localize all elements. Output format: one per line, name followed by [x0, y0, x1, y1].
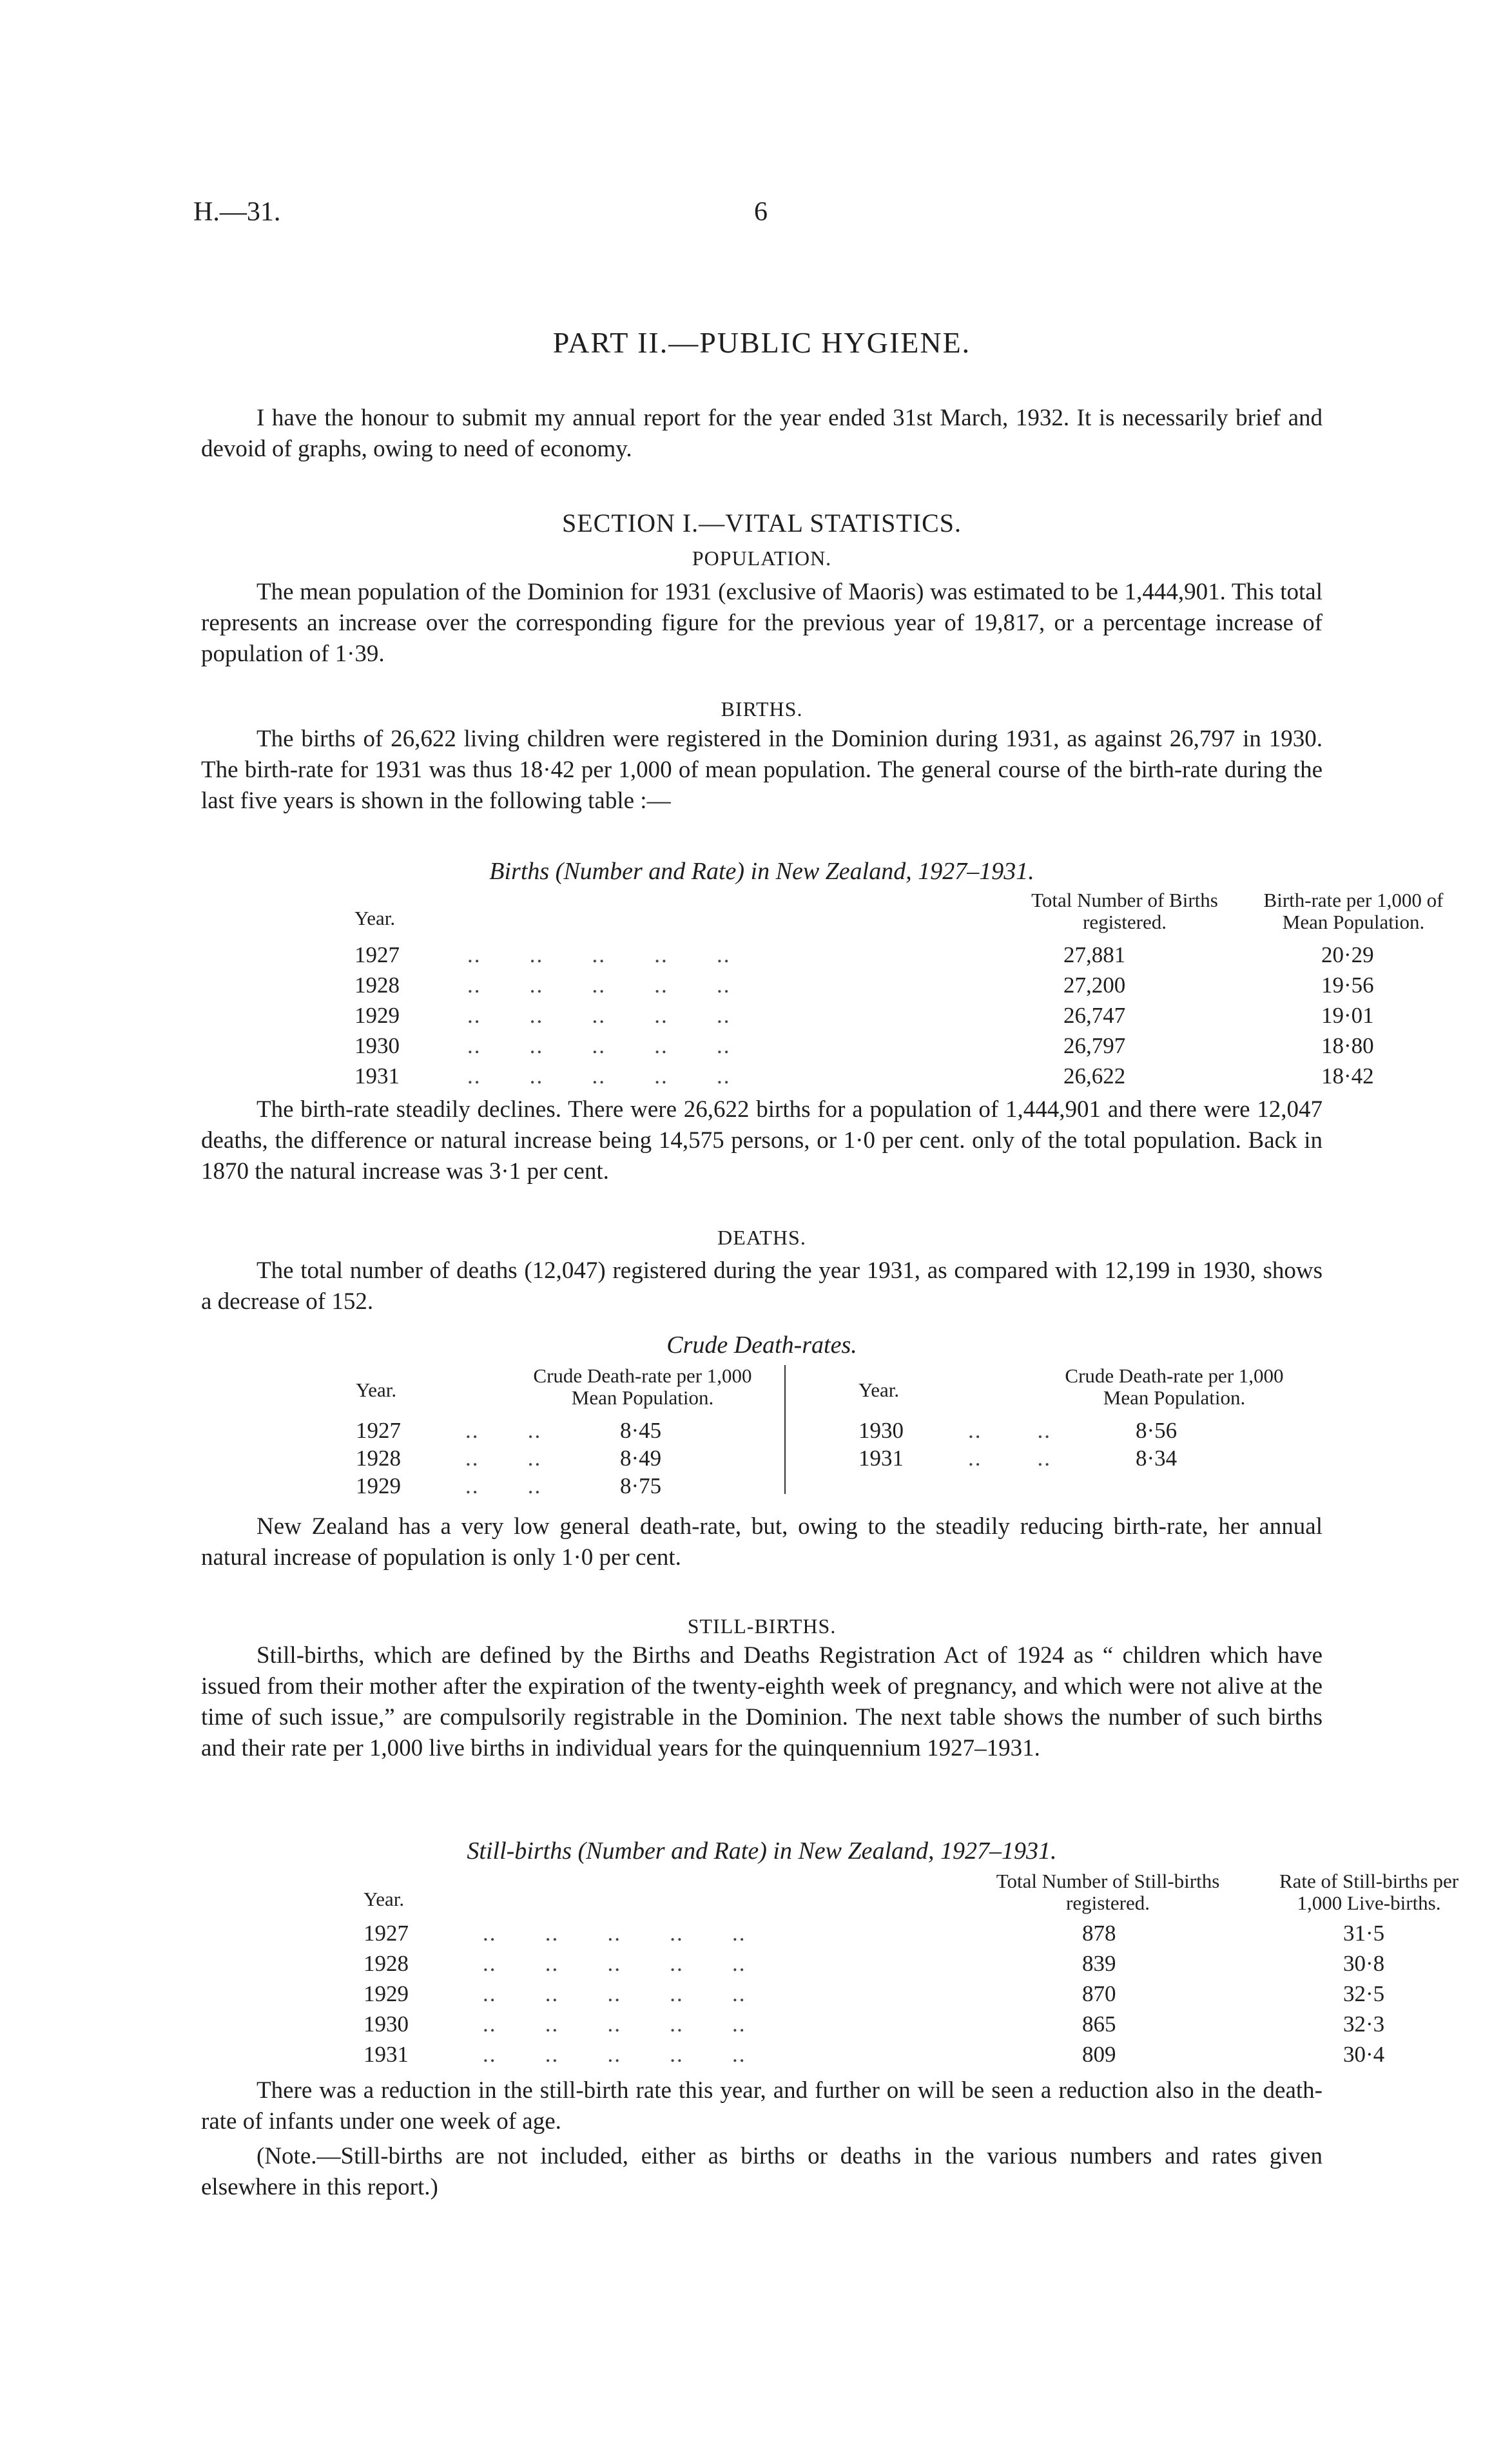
table-row	[363, 1951, 1385, 1982]
births-table-caption: Births (Number and Rate) in New Zealand, 1927–1931.	[489, 858, 1034, 885]
rate-cell: 8·75	[620, 1473, 662, 1498]
leader-dots: .. ..	[465, 1473, 542, 1498]
stillbirths-after-paragraph: There was a reduction in the still-birth rate this year, and further on will be seen a reduction also in the death-rate of infants under one week of age.	[201, 2077, 1323, 2135]
stillbirths-note: (Note.—Still-births are not included, either as births or deaths in the various numbers and rates given elsewhere in this report.)	[201, 2143, 1323, 2200]
total-cell: 865	[1082, 2011, 1116, 2037]
table-row	[354, 942, 1374, 973]
deaths-after-paragraph: New Zealand has a very low general death-rate, but, owing to the steadily reducing birth-rate, her annual natural increase of population is only 1·0 per cent.	[201, 1513, 1323, 1571]
leader-dots: .. ..	[968, 1418, 1051, 1443]
year-cell: 1928	[354, 973, 400, 998]
leader-dots: .. .. .. .. ..	[483, 1921, 746, 1946]
deaths-paragraph: The total number of deaths (12,047) registered during the year 1931, as compared with 12,199 in 1930, shows a decrease of 152.	[201, 1257, 1323, 1315]
deaths-table	[356, 1365, 1361, 1513]
table-row	[354, 1063, 1374, 1094]
intro-paragraph: I have the honour to submit my annual report for the year ended 31st March, 1932. It is necessarily brief and devoid of graphs, owing to need of economy.	[201, 405, 1323, 462]
births-after-paragraph: The birth-rate steadily declines. There were 26,622 births for a population of 1,444,901 and there were 12,047 deaths, the difference or natural increase being 14,575 persons, or 1·0 per cent. only of the total population. Back in 1870 the natural increase was 3·1 per cent.	[201, 1096, 1323, 1185]
table-row	[363, 2042, 1385, 2073]
leader-dots: .. .. .. .. ..	[467, 1033, 731, 1058]
table-row	[356, 1418, 781, 1449]
rate-cell: 18·80	[1321, 1033, 1374, 1058]
table-row	[363, 2011, 1385, 2042]
stillbirths-paragraph: Still-births, which are defined by the Births and Deaths Registration Act of 1924 as “ children which have issued from their mother after the expiration of the twenty-eighth week of pregnancy, and which were not alive at the time of such issue,” are compulsorily registrable in the Dominion. The next table shows the number of such births and their rate per 1,000 live births in individual years for the quinquennium 1927–1931.	[201, 1642, 1323, 1761]
year-cell: 1927	[363, 1921, 409, 1946]
leader-dots: .. .. .. .. ..	[483, 2011, 746, 2037]
year-cell: 1931	[354, 1063, 400, 1089]
table-row	[363, 1921, 1385, 1952]
year-cell: 1927	[354, 942, 400, 967]
stillbirths-heading: STILL-BIRTHS.	[687, 1614, 837, 1638]
table-row	[356, 1473, 781, 1504]
population-heading: POPULATION.	[692, 547, 832, 570]
year-cell: 1930	[858, 1418, 904, 1443]
stillbirths-col-year: Year.	[363, 1888, 405, 1910]
leader-dots: .. ..	[465, 1418, 542, 1443]
rate-cell: 8·34	[1136, 1446, 1178, 1471]
rate-cell: 30·8	[1343, 1951, 1385, 1976]
rate-cell: 19·01	[1321, 1003, 1374, 1028]
total-cell: 878	[1082, 1921, 1116, 1946]
rate-cell: 32·5	[1343, 1981, 1385, 2006]
table-row	[354, 1003, 1374, 1034]
year-cell: 1930	[354, 1033, 400, 1058]
rate-cell: 8·56	[1136, 1418, 1178, 1443]
deaths-col-year-right: Year.	[858, 1379, 900, 1401]
table-divider	[784, 1365, 786, 1494]
leader-dots: .. .. .. .. ..	[483, 1951, 746, 1976]
page-number: 6	[754, 197, 768, 227]
rate-cell: 18·42	[1321, 1063, 1374, 1089]
total-cell: 870	[1082, 1981, 1116, 2006]
year-cell: 1930	[363, 2011, 409, 2037]
leader-dots: .. ..	[968, 1446, 1051, 1471]
leader-dots: .. ..	[465, 1446, 542, 1471]
total-cell: 809	[1082, 2042, 1116, 2067]
stillbirths-table-caption: Still-births (Number and Rate) in New Zealand, 1927–1931.	[467, 1837, 1057, 1865]
deaths-col-rate-left: Crude Death-rate per 1,000 Mean Population.	[533, 1364, 752, 1409]
total-cell: 27,881	[1063, 942, 1126, 967]
leader-dots: .. .. .. .. ..	[467, 942, 731, 967]
table-row	[858, 1446, 1348, 1477]
births-col-year: Year.	[354, 907, 396, 929]
deaths-heading: DEATHS.	[717, 1226, 806, 1249]
year-cell: 1931	[858, 1446, 904, 1471]
population-paragraph: The mean population of the Dominion for 1931 (exclusive of Maoris) was estimated to be 1,444,901. This total represents an increase over the corresponding figure for the previous year of 19,817, or a percentage increase of population of 1·39.	[201, 579, 1323, 667]
table-row	[858, 1418, 1348, 1449]
year-cell: 1931	[363, 2042, 409, 2067]
rate-cell: 8·49	[620, 1446, 662, 1471]
rate-cell: 32·3	[1343, 2011, 1385, 2037]
year-cell: 1929	[363, 1981, 409, 2006]
leader-dots: .. .. .. .. ..	[483, 2042, 746, 2067]
rate-cell: 19·56	[1321, 973, 1374, 998]
table-row	[354, 1033, 1374, 1064]
table-row	[354, 973, 1374, 1003]
leader-dots: .. .. .. .. ..	[467, 1063, 731, 1089]
part-title: PART II.—PUBLIC HYGIENE.	[552, 326, 971, 359]
total-cell: 27,200	[1063, 973, 1126, 998]
rate-cell: 31·5	[1343, 1921, 1385, 1946]
births-paragraph: The births of 26,622 living children were registered in the Dominion during 1931, as against 26,797 in 1930. The birth-rate for 1931 was thus 18·42 per 1,000 of mean population. The general course of the birth-rate during the last five years is shown in the following table :—	[201, 726, 1323, 814]
rate-cell: 20·29	[1321, 942, 1374, 967]
total-cell: 26,622	[1063, 1063, 1126, 1089]
section-title: SECTION I.—VITAL STATISTICS.	[561, 509, 962, 538]
leader-dots: .. .. .. .. ..	[467, 973, 731, 998]
total-cell: 26,747	[1063, 1003, 1126, 1028]
leader-dots: .. .. .. .. ..	[483, 1981, 746, 2006]
leader-dots: .. .. .. .. ..	[467, 1003, 731, 1028]
deaths-table-caption: Crude Death-rates.	[666, 1332, 857, 1359]
table-row	[363, 1981, 1385, 2012]
year-cell: 1928	[363, 1951, 409, 1976]
year-cell: 1929	[356, 1473, 401, 1498]
births-col-rate: Birth-rate per 1,000 of Mean Population.	[1263, 889, 1444, 933]
total-cell: 839	[1082, 1951, 1116, 1976]
births-heading: BIRTHS.	[721, 697, 803, 721]
deaths-col-rate-right: Crude Death-rate per 1,000 Mean Population.	[1065, 1364, 1284, 1409]
report-reference: H.—31.	[193, 197, 281, 227]
stillbirths-table	[363, 1870, 1459, 2067]
stillbirths-col-rate: Rate of Still-births per 1,000 Live-births.	[1279, 1870, 1459, 1914]
rate-cell: 30·4	[1343, 2042, 1385, 2067]
births-table	[354, 889, 1444, 1089]
year-cell: 1929	[354, 1003, 400, 1028]
stillbirths-col-total: Total Number of Still-births registered.	[996, 1870, 1220, 1914]
total-cell: 26,797	[1063, 1033, 1126, 1058]
births-col-total: Total Number of Births registered.	[1031, 889, 1218, 933]
rate-cell: 8·45	[620, 1418, 662, 1443]
year-cell: 1928	[356, 1446, 401, 1471]
year-cell: 1927	[356, 1418, 401, 1443]
table-row	[356, 1446, 781, 1477]
deaths-col-year-left: Year.	[356, 1379, 397, 1401]
